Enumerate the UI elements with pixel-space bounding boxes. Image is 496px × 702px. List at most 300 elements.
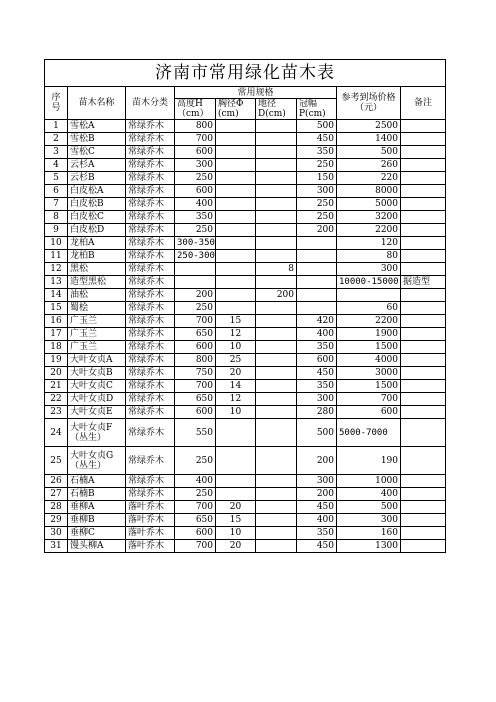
- cell-price: 500: [337, 501, 401, 514]
- header-height: [175, 99, 216, 120]
- cell-note: [401, 406, 446, 419]
- cell-height: [175, 263, 216, 276]
- cell-seq: 22: [45, 393, 68, 406]
- cell-name: 油松: [68, 289, 126, 302]
- cell-crown: [297, 250, 337, 263]
- cell-price: 300: [337, 514, 401, 527]
- cell-diameter: [216, 302, 256, 315]
- cell-diameter: 10: [216, 527, 256, 540]
- cell-crown: 250: [297, 211, 337, 224]
- cell-category: 常绿乔木: [126, 354, 175, 367]
- cell-note: [401, 224, 446, 237]
- cell-ground-diameter: [256, 514, 297, 527]
- cell-ground-diameter: [256, 276, 297, 289]
- cell-price: 260: [337, 159, 401, 172]
- cell-price: 1900: [337, 328, 401, 341]
- cell-note: [401, 146, 446, 159]
- table-row: [45, 380, 446, 393]
- cell-crown: 200: [297, 224, 337, 237]
- cell-ground-diameter: [256, 172, 297, 185]
- cell-note: [401, 328, 446, 341]
- cell-price: 400: [337, 488, 401, 501]
- cell-category: 常绿乔木: [126, 250, 175, 263]
- cell-crown: [297, 276, 337, 289]
- cell-price: 3000: [337, 367, 401, 380]
- cell-seq: 27: [45, 488, 68, 501]
- cell-diameter: [216, 447, 256, 475]
- table-row: [45, 276, 446, 289]
- cell-ground-diameter: [256, 133, 297, 146]
- cell-note: [401, 198, 446, 211]
- cell-crown: 200: [297, 447, 337, 475]
- cell-name: 广玉兰: [68, 341, 126, 354]
- cell-category: 常绿乔木: [126, 224, 175, 237]
- cell-price: 2200: [337, 224, 401, 237]
- cell-name: 雪松C: [68, 146, 126, 159]
- cell-ground-diameter: [256, 475, 297, 488]
- cell-category: 常绿乔木: [126, 172, 175, 185]
- cell-crown: 400: [297, 514, 337, 527]
- header-diameter-label: 胸径Φ (cm): [218, 99, 244, 119]
- cell-price: 2200: [337, 315, 401, 328]
- cell-ground-diameter: 8: [256, 263, 297, 276]
- cell-price: [337, 289, 401, 302]
- header-ground-label: 地径 D(cm): [258, 99, 286, 119]
- cell-price: 1000: [337, 475, 401, 488]
- cell-note: [401, 447, 446, 475]
- table-row: [45, 185, 446, 198]
- table-row: [45, 341, 446, 354]
- cell-price: 160: [337, 527, 401, 540]
- cell-name: 雪松B: [68, 133, 126, 146]
- cell-height: 600: [175, 527, 216, 540]
- header-crown: [297, 99, 337, 120]
- cell-name: 垂柳B: [68, 514, 126, 527]
- cell-diameter: [216, 146, 256, 159]
- cell-height: 550: [175, 419, 216, 447]
- cell-price: 300: [337, 263, 401, 276]
- cell-crown: 350: [297, 146, 337, 159]
- cell-note: [401, 172, 446, 185]
- cell-crown: [297, 263, 337, 276]
- header-price-label: 参考到场价格 （元）: [341, 93, 396, 113]
- cell-category: 常绿乔木: [126, 133, 175, 146]
- cell-height: 700: [175, 501, 216, 514]
- cell-ground-diameter: [256, 354, 297, 367]
- cell-name: 垂柳A: [68, 501, 126, 514]
- cell-seq: 18: [45, 341, 68, 354]
- cell-name: 石楠A: [68, 475, 126, 488]
- cell-category: 常绿乔木: [126, 419, 175, 447]
- cell-price: 5000-7000: [337, 419, 401, 447]
- cell-category: 常绿乔木: [126, 198, 175, 211]
- cell-ground-diameter: [256, 211, 297, 224]
- cell-seq: 12: [45, 263, 68, 276]
- cell-diameter: [216, 237, 256, 250]
- cell-height: 600: [175, 185, 216, 198]
- cell-height: 750: [175, 367, 216, 380]
- cell-ground-diameter: [256, 540, 297, 553]
- cell-diameter: 20: [216, 367, 256, 380]
- cell-seq: 29: [45, 514, 68, 527]
- cell-seq: 23: [45, 406, 68, 419]
- cell-note: [401, 263, 446, 276]
- cell-seq: 2: [45, 133, 68, 146]
- cell-price: 5000: [337, 198, 401, 211]
- table-row: [45, 447, 446, 475]
- cell-name: 大叶女贞D: [68, 393, 126, 406]
- cell-category: 常绿乔木: [126, 211, 175, 224]
- cell-seq: 30: [45, 527, 68, 540]
- cell-category: 常绿乔木: [126, 159, 175, 172]
- cell-crown: 450: [297, 133, 337, 146]
- cell-name: 蜀桧: [68, 302, 126, 315]
- cell-diameter: [216, 120, 256, 133]
- cell-name: 白皮松C: [68, 211, 126, 224]
- cell-diameter: [216, 250, 256, 263]
- cell-diameter: 10: [216, 341, 256, 354]
- cell-height: 650: [175, 393, 216, 406]
- cell-name: 大叶女贞E: [68, 406, 126, 419]
- cell-seq: 17: [45, 328, 68, 341]
- cell-ground-diameter: [256, 146, 297, 159]
- cell-category: 常绿乔木: [126, 341, 175, 354]
- header-note: 备注: [401, 87, 446, 120]
- cell-category: 常绿乔木: [126, 328, 175, 341]
- cell-diameter: [216, 263, 256, 276]
- cell-category: 常绿乔木: [126, 263, 175, 276]
- table-row: [45, 237, 446, 250]
- cell-ground-diameter: [256, 393, 297, 406]
- cell-crown: 300: [297, 475, 337, 488]
- cell-name: 馒头柳A: [68, 540, 126, 553]
- cell-category: 常绿乔木: [126, 393, 175, 406]
- cell-height: 800: [175, 120, 216, 133]
- cell-ground-diameter: [256, 447, 297, 475]
- cell-crown: 400: [297, 328, 337, 341]
- cell-note: [401, 475, 446, 488]
- cell-seq: 7: [45, 198, 68, 211]
- cell-note: [401, 211, 446, 224]
- table-row: [45, 263, 446, 276]
- cell-price: 80: [337, 250, 401, 263]
- table-row: [45, 250, 446, 263]
- cell-height: 300: [175, 159, 216, 172]
- cell-name: 云杉B: [68, 172, 126, 185]
- cell-category: 常绿乔木: [126, 146, 175, 159]
- table-row: [45, 120, 446, 133]
- cell-seq: 16: [45, 315, 68, 328]
- cell-ground-diameter: [256, 159, 297, 172]
- cell-note: [401, 250, 446, 263]
- cell-height: 800: [175, 354, 216, 367]
- cell-price: 1500: [337, 341, 401, 354]
- table-row: [45, 367, 446, 380]
- cell-diameter: [216, 198, 256, 211]
- cell-seq: 26: [45, 475, 68, 488]
- table-row: [45, 501, 446, 514]
- cell-height: 250: [175, 447, 216, 475]
- table-row: [45, 159, 446, 172]
- cell-crown: 450: [297, 540, 337, 553]
- cell-name: 云杉A: [68, 159, 126, 172]
- cell-diameter: [216, 419, 256, 447]
- cell-height: 600: [175, 341, 216, 354]
- cell-crown: 600: [297, 354, 337, 367]
- cell-diameter: 15: [216, 315, 256, 328]
- cell-diameter: [216, 211, 256, 224]
- cell-crown: 300: [297, 185, 337, 198]
- cell-crown: 200: [297, 488, 337, 501]
- cell-height: 250-300: [175, 250, 216, 263]
- table-row: [45, 527, 446, 540]
- cell-ground-diameter: [256, 488, 297, 501]
- cell-note: [401, 540, 446, 553]
- cell-crown: 300: [297, 393, 337, 406]
- cell-ground-diameter: [256, 198, 297, 211]
- cell-name: 大叶女贞F （丛生）: [68, 419, 126, 447]
- cell-ground-diameter: [256, 380, 297, 393]
- cell-category: 常绿乔木: [126, 406, 175, 419]
- cell-ground-diameter: [256, 328, 297, 341]
- table-row: [45, 514, 446, 527]
- cell-seq: 3: [45, 146, 68, 159]
- table-body: [45, 120, 446, 553]
- cell-height: 400: [175, 475, 216, 488]
- table-row: [45, 146, 446, 159]
- cell-diameter: 15: [216, 514, 256, 527]
- cell-height: 700: [175, 315, 216, 328]
- cell-height: 300-350: [175, 237, 216, 250]
- cell-note: [401, 354, 446, 367]
- table-row: [45, 419, 446, 447]
- cell-price: 120: [337, 237, 401, 250]
- cell-note: [401, 393, 446, 406]
- cell-price: 1500: [337, 380, 401, 393]
- cell-seq: 20: [45, 367, 68, 380]
- cell-note: [401, 380, 446, 393]
- cell-ground-diameter: [256, 341, 297, 354]
- cell-ground-diameter: [256, 315, 297, 328]
- cell-name: 广玉兰: [68, 328, 126, 341]
- cell-name: 造型黑松: [68, 276, 126, 289]
- cell-price: 500: [337, 146, 401, 159]
- cell-price: 600: [337, 406, 401, 419]
- header-spec-group: 常用规格: [175, 87, 337, 99]
- cell-price: 60: [337, 302, 401, 315]
- cell-price: 220: [337, 172, 401, 185]
- cell-price: 2500: [337, 120, 401, 133]
- cell-diameter: 20: [216, 501, 256, 514]
- cell-seq: 11: [45, 250, 68, 263]
- cell-height: 200: [175, 289, 216, 302]
- cell-diameter: [216, 488, 256, 501]
- cell-height: 250: [175, 488, 216, 501]
- table-row: [45, 133, 446, 146]
- cell-crown: 250: [297, 198, 337, 211]
- cell-name: 大叶女贞A: [68, 354, 126, 367]
- cell-name: 白皮松D: [68, 224, 126, 237]
- cell-note: [401, 527, 446, 540]
- cell-ground-diameter: [256, 224, 297, 237]
- cell-category: 常绿乔木: [126, 475, 175, 488]
- cell-diameter: 12: [216, 328, 256, 341]
- cell-ground-diameter: [256, 501, 297, 514]
- cell-ground-diameter: [256, 120, 297, 133]
- cell-category: 常绿乔木: [126, 276, 175, 289]
- cell-seq: 15: [45, 302, 68, 315]
- table-row: [45, 224, 446, 237]
- table-row: [45, 172, 446, 185]
- cell-category: 常绿乔木: [126, 289, 175, 302]
- cell-ground-diameter: [256, 250, 297, 263]
- cell-ground-diameter: 200: [256, 289, 297, 302]
- cell-height: 250: [175, 172, 216, 185]
- cell-price: 4000: [337, 354, 401, 367]
- cell-crown: 350: [297, 380, 337, 393]
- cell-seq: 10: [45, 237, 68, 250]
- cell-height: 350: [175, 211, 216, 224]
- cell-category: 常绿乔木: [126, 237, 175, 250]
- cell-name: 龙柏B: [68, 250, 126, 263]
- cell-ground-diameter: [256, 237, 297, 250]
- cell-name: 石楠B: [68, 488, 126, 501]
- cell-name: 白皮松B: [68, 198, 126, 211]
- cell-category: 常绿乔木: [126, 315, 175, 328]
- header-ground-diameter: [256, 99, 297, 120]
- cell-height: 250: [175, 224, 216, 237]
- cell-seq: 24: [45, 419, 68, 447]
- cell-diameter: [216, 185, 256, 198]
- cell-price: 3200: [337, 211, 401, 224]
- cell-category: 常绿乔木: [126, 367, 175, 380]
- table-row: [45, 488, 446, 501]
- header-seq: [45, 87, 68, 120]
- header-height-label: 高度H （cm）: [177, 99, 209, 119]
- cell-name: 雪松A: [68, 120, 126, 133]
- cell-name: 白皮松A: [68, 185, 126, 198]
- cell-category: 落叶乔木: [126, 514, 175, 527]
- cell-note: 据造型: [401, 276, 446, 289]
- cell-height: 650: [175, 328, 216, 341]
- cell-price: 8000: [337, 185, 401, 198]
- cell-crown: [297, 302, 337, 315]
- cell-diameter: 12: [216, 393, 256, 406]
- cell-diameter: 10: [216, 406, 256, 419]
- cell-category: 常绿乔木: [126, 380, 175, 393]
- cell-category: 落叶乔木: [126, 527, 175, 540]
- cell-price: 190: [337, 447, 401, 475]
- cell-name: 大叶女贞C: [68, 380, 126, 393]
- cell-diameter: [216, 224, 256, 237]
- cell-note: [401, 514, 446, 527]
- cell-height: 700: [175, 133, 216, 146]
- cell-name: 大叶女贞G （丛生）: [68, 447, 126, 475]
- header-category: 苗木分类: [126, 87, 175, 120]
- cell-note: [401, 367, 446, 380]
- cell-category: 常绿乔木: [126, 447, 175, 475]
- cell-crown: [297, 237, 337, 250]
- cell-crown: 500: [297, 120, 337, 133]
- cell-price: 10000-15000: [337, 276, 401, 289]
- cell-crown: 450: [297, 367, 337, 380]
- cell-diameter: 25: [216, 354, 256, 367]
- cell-diameter: 14: [216, 380, 256, 393]
- cell-category: 落叶乔木: [126, 540, 175, 553]
- cell-category: 常绿乔木: [126, 185, 175, 198]
- table-row: [45, 328, 446, 341]
- cell-seq: 5: [45, 172, 68, 185]
- cell-note: [401, 133, 446, 146]
- cell-note: [401, 501, 446, 514]
- cell-note: [401, 237, 446, 250]
- table-row: [45, 406, 446, 419]
- cell-diameter: [216, 159, 256, 172]
- cell-height: [175, 276, 216, 289]
- cell-diameter: [216, 475, 256, 488]
- cell-seq: 19: [45, 354, 68, 367]
- cell-crown: 350: [297, 341, 337, 354]
- cell-crown: [297, 289, 337, 302]
- cell-crown: 450: [297, 501, 337, 514]
- table-row: [45, 354, 446, 367]
- header-crown-label: 冠幅 P(cm): [299, 99, 326, 119]
- cell-height: 700: [175, 380, 216, 393]
- cell-diameter: [216, 133, 256, 146]
- cell-note: [401, 488, 446, 501]
- cell-price: 1300: [337, 540, 401, 553]
- cell-category: 常绿乔木: [126, 302, 175, 315]
- cell-ground-diameter: [256, 406, 297, 419]
- table-row: [45, 302, 446, 315]
- cell-seq: 9: [45, 224, 68, 237]
- cell-height: 250: [175, 302, 216, 315]
- cell-note: [401, 289, 446, 302]
- cell-seq: 28: [45, 501, 68, 514]
- cell-crown: 280: [297, 406, 337, 419]
- cell-crown: 350: [297, 527, 337, 540]
- cell-seq: 13: [45, 276, 68, 289]
- cell-seq: 1: [45, 120, 68, 133]
- cell-crown: 420: [297, 315, 337, 328]
- header-price: [337, 87, 401, 120]
- cell-height: 650: [175, 514, 216, 527]
- cell-diameter: 20: [216, 540, 256, 553]
- cell-note: [401, 159, 446, 172]
- cell-diameter: [216, 276, 256, 289]
- cell-note: [401, 341, 446, 354]
- table-row: [45, 315, 446, 328]
- cell-ground-diameter: [256, 185, 297, 198]
- cell-name: 垂柳C: [68, 527, 126, 540]
- nursery-stock-table: [44, 59, 446, 553]
- table-row: [45, 393, 446, 406]
- cell-seq: 31: [45, 540, 68, 553]
- cell-price: 700: [337, 393, 401, 406]
- cell-height: 700: [175, 540, 216, 553]
- cell-note: [401, 315, 446, 328]
- cell-note: [401, 185, 446, 198]
- cell-diameter: [216, 289, 256, 302]
- cell-note: [401, 302, 446, 315]
- table-row: [45, 211, 446, 224]
- cell-note: [401, 120, 446, 133]
- cell-seq: 21: [45, 380, 68, 393]
- cell-category: 常绿乔木: [126, 120, 175, 133]
- cell-name: 龙柏A: [68, 237, 126, 250]
- cell-height: 600: [175, 406, 216, 419]
- table-row: [45, 475, 446, 488]
